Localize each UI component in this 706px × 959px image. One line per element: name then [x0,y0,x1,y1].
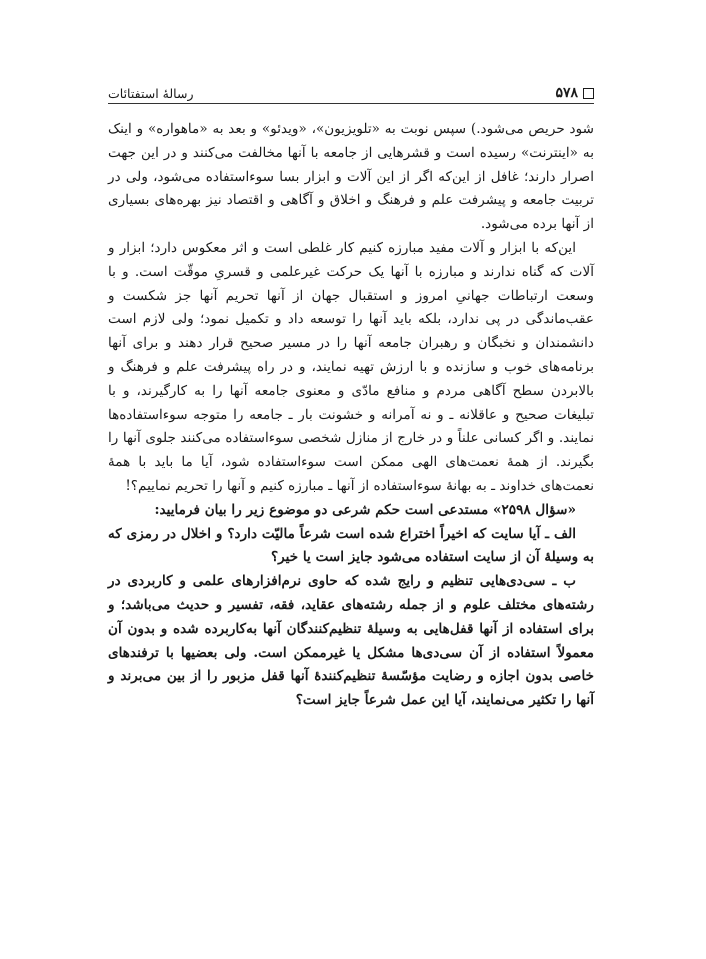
running-title: رسالهٔ استفتائات [108,86,194,101]
question-part-a: الف ـ آیا سایت که اخیراً اختراع شده است شرعاً مالیّت دارد؟ و اخلال در رمزی که به وسیلهٔ آن از سایت استفاده می‌شود جایز است یا خیر؟ [108,525,594,566]
page-number-block [555,85,594,101]
question-part-b: ب ـ سی‌دی‌هایی تنظیم و رایج شده که حاوی نرم‌افزارهای علمی و کاربردی در رشته‌های مختلف علوم و از جمله رشته‌های عقاید، فقه، تفسیر و حدیث می‌باشد؛ و برای استفاده از آنها قفل‌هایی به وسیلهٔ تنظیم‌کنندگان آنها به‌کاربرده شده و بدون آن معمولاً استفاده از آن سی‌دی‌ها مشکل یا غیرممکن است. ولی بعضیها با ترفندهای خاصی بدون اجازه و رضایت مؤسّسهٔ تنظیم‌کنندهٔ آنها قفل مزبور را از بین می‌برند و آنها را تکثیر می‌نمایند، آیا این عمل شرعاً جایز است؟ [108,573,594,709]
question-intro: «سؤال ۲۵۹۸» مستدعی است حکم شرعی دو موضوع زیر را بیان فرمایید: [154,501,576,518]
page-body [108,118,594,713]
header-rule [108,103,594,104]
paragraph-2: این‌که با ابزار و آلات مفید مبارزه کنیم کار غلطی است و اثر معکوس دارد؛ ابزار و آلات که گناه ندارند و مبارزه با آنها یک حرکت غیرعلمی و قسریِ موقّت است. و با وسعت ارتباطات جهانیِ امروز و استقبال جهان از آنها تحریم آنها جز شکست و عقب‌ماندگی در پی ندارد، بلکه باید آنها را توسعه داد و تکمیل نمود؛ ولی لازم است دانشمندان و نخبگان و رهبران جامعه آنها را در مسیر صحیح قرار دهند و برای آنها برنامه‌های خوب و سازنده و با ارزش تهیه نمایند، و در راه پیشرفت علم و فرهنگ و بالابردن سطح آگاهی مردم و منافع مادّی و معنوی جامعه آنها را به کارگیرند، و با تبلیغات صحیح و عاقلانه ـ و نه آمرانه و خشونت بار ـ جامعه را متوجه سوءاستفاده‌ها نمایند. و اگر کسانی علناً و در خارج از منازل شخصی سوءاستفاده می‌کنند جلوی آنها را بگیرند. از همهٔ نعمت‌های الهی ممکن است سوءاستفاده شود، آیا ما باید با همهٔ نعمت‌های خداوند ـ به بهانهٔ سوءاستفاده از آنها ـ مبارزه کنیم و آنها را تحریم نماییم؟! [108,239,594,494]
paragraph-1: شود حریص می‌شود.) سپس نوبت به «تلویزیون»، «ویدئو» و بعد به «ماهواره» و اینک به «اینترنت» رسیده است و قشرهایی از جامعه با آنها مخالفت می‌کنند و در این جهت اصرار دارند؛ غافل از این‌که اگر از این آلات و ابزار بسا سوءاستفاده می‌شود، ولی در تربیت جامعه و پیشرفت علم و فرهنگ و اخلاق و آگاهی و اقتصاد نیز بهره‌های بسیاری از آنها برده می‌شود. [108,121,594,233]
page-number: ۵۷۸ [555,85,578,101]
square-bullet-icon [583,88,594,99]
page-header [108,77,594,101]
